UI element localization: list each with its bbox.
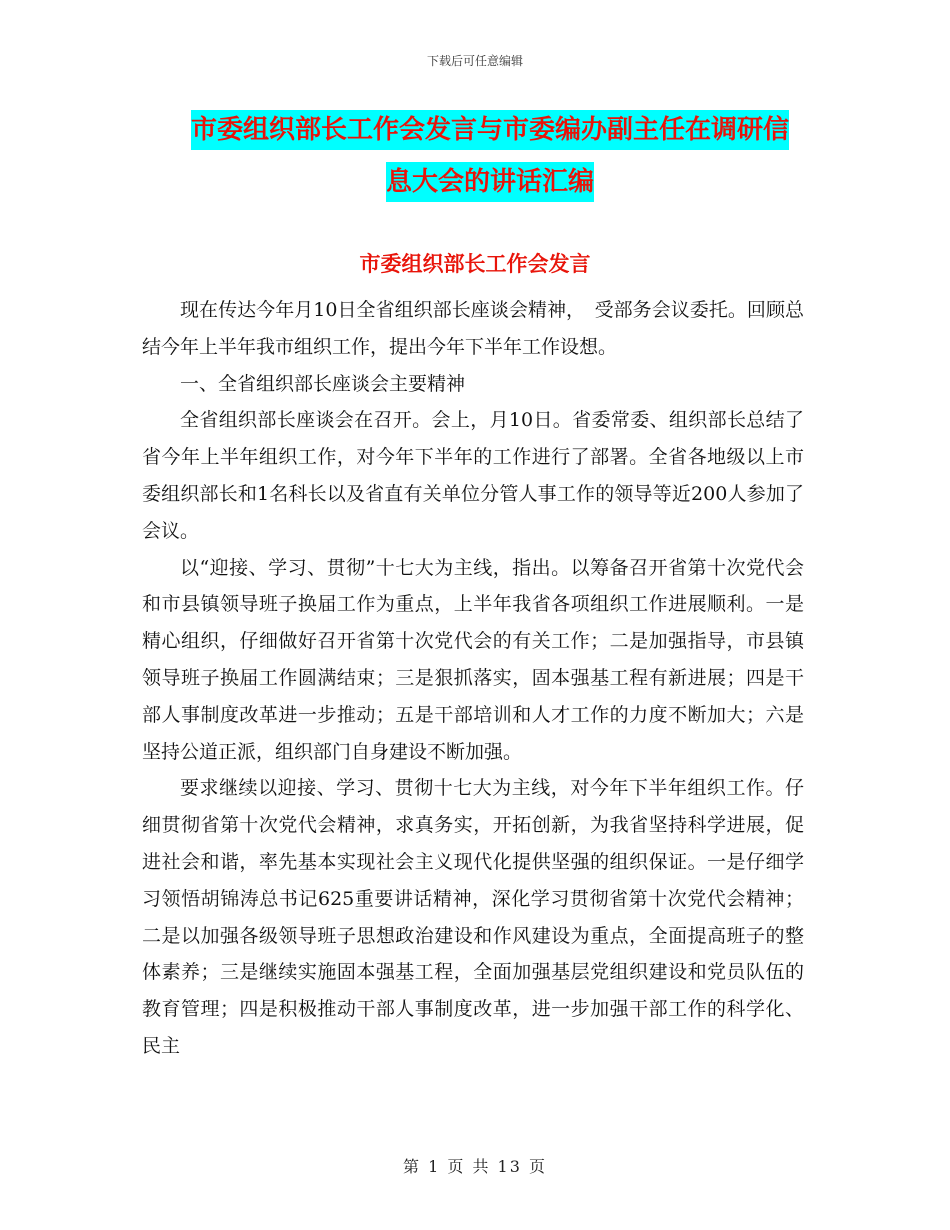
paragraph-2: 全省组织部长座谈会在召开。会上，月10日。省委常委、组织部长总结了省今年上半年组织工作，对今年下半年的工作进行了部署。全省各地级以上市委组织部长和1名科长以及省直有关单位分管人事工作的领导等近200人参加了会议。	[142, 409, 804, 542]
paragraph-4: 要求继续以迎接、学习、贯彻十七大为主线，对今年下半年组织工作。仔细贯彻省第十次党代会精神，求真务实，开拓创新，为我省坚持科学进展，促进社会和谐，率先基本实现社会主义现代化提供坚强的组织保证。一是仔细学习领悟胡锦涛总书记625重要讲话精神，深化学习贯彻省第十次党代会精神；二是以加强各级领导班子思想政治建设和作风建设为重点，全面提高班子的整体素养；三是继续实施固本强基工程，全面加强基层党组织建设和党员队伍的教育管理；四是积极推动干部人事制度改革，进一步加强干部工作的科学化、民主	[142, 777, 804, 1057]
section-title: 市委组织部长工作会发言	[359, 251, 591, 276]
page-footer: 第 1 页 共 13 页	[403, 1157, 547, 1176]
paragraph-1: 现在传达今年月10日全省组织部长座谈会精神， 受部务会议委托。回顾总结今年上半年我市组织工作，提出今年下半年工作设想。	[142, 299, 804, 358]
document-body	[142, 292, 804, 1065]
page-header: 下载后可任意编辑	[426, 54, 523, 68]
heading-1: 一、全省组织部长座谈会主要精神	[180, 372, 466, 395]
paragraph-3: 以“迎接、学习、贯彻”十七大为主线，指出。以筹备召开省第十次党代会和市县镇领导班子换届工作为重点，上半年我省各项组织工作进展顺利。一是精心组织，仔细做好召开省第十次党代会的有关工作；二是加强指导，市县镇领导班子换届工作圆满结束；三是狠抓落实，固本强基工程有新进展；四是干部人事制度改革进一步推动；五是干部培训和人才工作的力度不断加大；六是坚持公道正派，组织部门自身建设不断加强。	[142, 556, 804, 763]
document-title	[150, 106, 830, 210]
title-line-1: 市委组织部长工作会发言与市委编办副主任在调研信	[191, 110, 789, 150]
title-line-2: 息大会的讲话汇编	[386, 162, 594, 202]
